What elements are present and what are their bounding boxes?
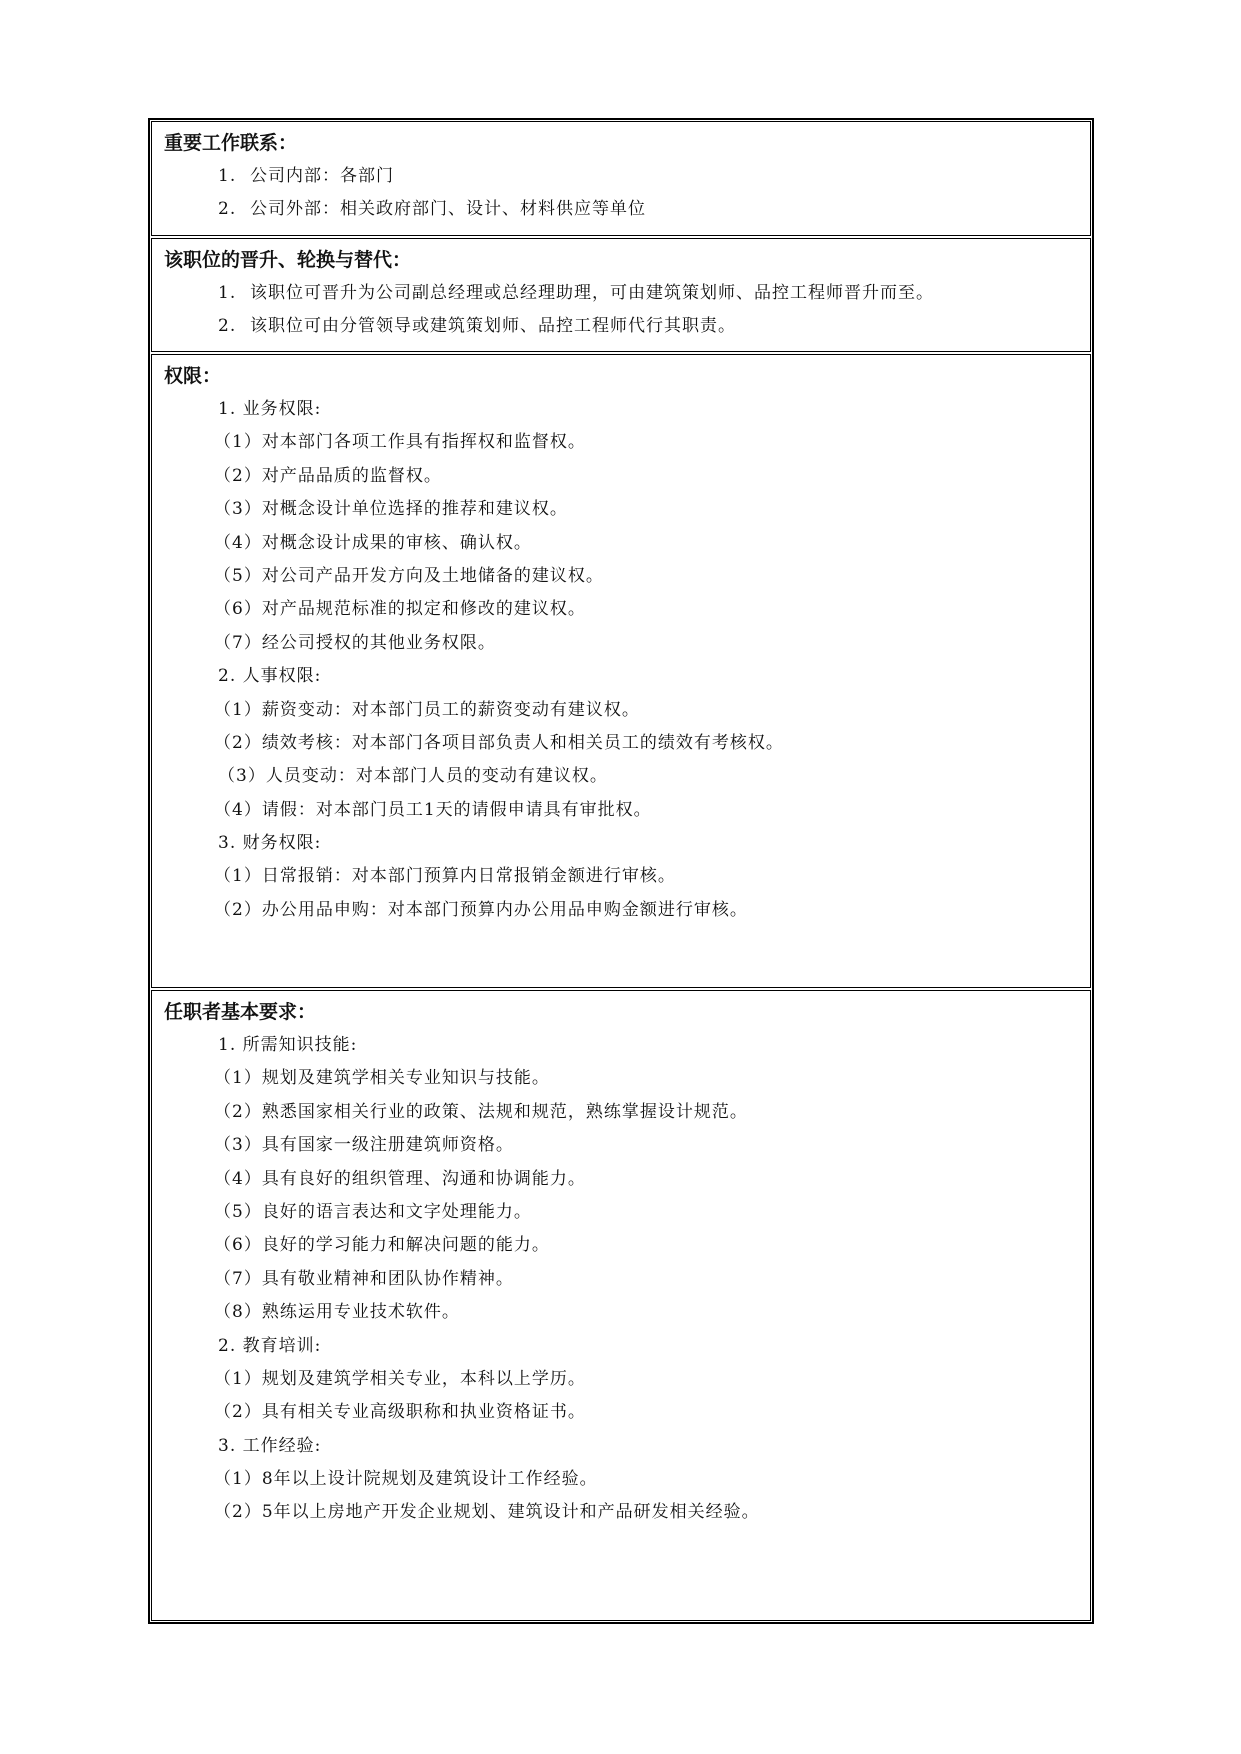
- section-title: 该职位的晋升、轮换与替代：: [164, 249, 412, 271]
- section-title: 权限：: [164, 365, 222, 387]
- list-item: （5）良好的语言表达和文字处理能力。: [214, 1201, 532, 1222]
- list-item: [164, 193, 1078, 226]
- list-item: （1）规划及建筑学相关专业知识与技能。: [214, 1068, 550, 1089]
- list-item: （8）熟练运用专业技术软件。: [214, 1302, 460, 1323]
- section-promotion-rotation: [151, 238, 1091, 352]
- list-item: （3）人员变动：对本部门人员的变动有建议权。: [218, 766, 608, 787]
- list-item: [164, 160, 1078, 193]
- section-work-contacts: [151, 121, 1091, 236]
- list-item: （2）具有相关专业高级职称和执业资格证书。: [214, 1402, 586, 1423]
- section-authority: [151, 354, 1091, 988]
- list-item: （3）对概念设计单位选择的推荐和建议权。: [214, 499, 568, 520]
- section-title: 任职者基本要求：: [164, 1001, 317, 1023]
- item-text: 该职位可晋升为公司副总经理或总经理助理，可由建筑策划师、品控工程师晋升而至。: [250, 283, 934, 303]
- list-item: （1）对本部门各项工作具有指挥权和监督权。: [214, 432, 586, 453]
- item-number: 2.: [218, 316, 237, 337]
- section-basic-requirements: [151, 990, 1091, 1621]
- list-item: （1）薪资变动：对本部门员工的薪资变动有建议权。: [214, 699, 640, 720]
- item-text: 公司内部：各部门: [250, 166, 394, 186]
- list-item: （6）良好的学习能力和解决问题的能力。: [214, 1235, 550, 1256]
- list-item: （2）熟悉国家相关行业的政策、法规和规范，熟练掌握设计规范。: [214, 1101, 748, 1122]
- subsection-heading: 2. 人事权限:: [218, 666, 322, 687]
- section-title: 重要工作联系：: [164, 132, 298, 154]
- item-number: 1.: [218, 166, 237, 186]
- list-item: （2）绩效考核：对本部门各项目部负责人和相关员工的绩效有考核权。: [214, 732, 784, 753]
- list-item: （2）5年以上房地产开发企业规划、建筑设计和产品研发相关经验。: [214, 1502, 760, 1523]
- item-number: 1.: [218, 283, 237, 303]
- list-item: （1）8年以上设计院规划及建筑设计工作经验。: [214, 1469, 598, 1490]
- subsection-heading: 3. 财务权限:: [218, 833, 322, 854]
- list-item: （4）具有良好的组织管理、沟通和协调能力。: [214, 1168, 586, 1189]
- list-item: （4）对概念设计成果的审核、确认权。: [214, 532, 532, 553]
- item-text: 公司外部：相关政府部门、设计、材料供应等单位: [250, 199, 646, 220]
- list-item: [164, 310, 1078, 343]
- list-item: （3）具有国家一级注册建筑师资格。: [214, 1135, 514, 1156]
- list-item: （7）经公司授权的其他业务权限。: [214, 632, 496, 653]
- list-item: （6）对产品规范标准的拟定和修改的建议权。: [214, 599, 586, 620]
- list-item: （4）请假：对本部门员工1天的请假申请具有审批权。: [214, 799, 652, 820]
- item-text: 该职位可由分管领导或建筑策划师、品控工程师代行其职责。: [250, 316, 736, 337]
- subsection-heading: 3. 工作经验:: [218, 1435, 322, 1456]
- job-description-table: [148, 118, 1094, 1624]
- subsection-heading: 1. 业务权限:: [218, 399, 322, 419]
- list-item: （1）日常报销：对本部门预算内日常报销金额进行审核。: [214, 866, 676, 887]
- list-item: （7）具有敬业精神和团队协作精神。: [214, 1268, 514, 1289]
- item-number: 2.: [218, 199, 237, 220]
- list-item: （2）对产品品质的监督权。: [214, 465, 442, 486]
- list-item: （2）办公用品申购：对本部门预算内办公用品申购金额进行审核。: [214, 899, 748, 920]
- subsection-heading: 2. 教育培训:: [218, 1335, 322, 1356]
- list-item: （5）对公司产品开发方向及土地储备的建议权。: [214, 565, 604, 586]
- list-item: （1）规划及建筑学相关专业，本科以上学历。: [214, 1368, 586, 1389]
- subsection-heading: 1. 所需知识技能:: [218, 1035, 358, 1055]
- list-item: [164, 277, 1078, 310]
